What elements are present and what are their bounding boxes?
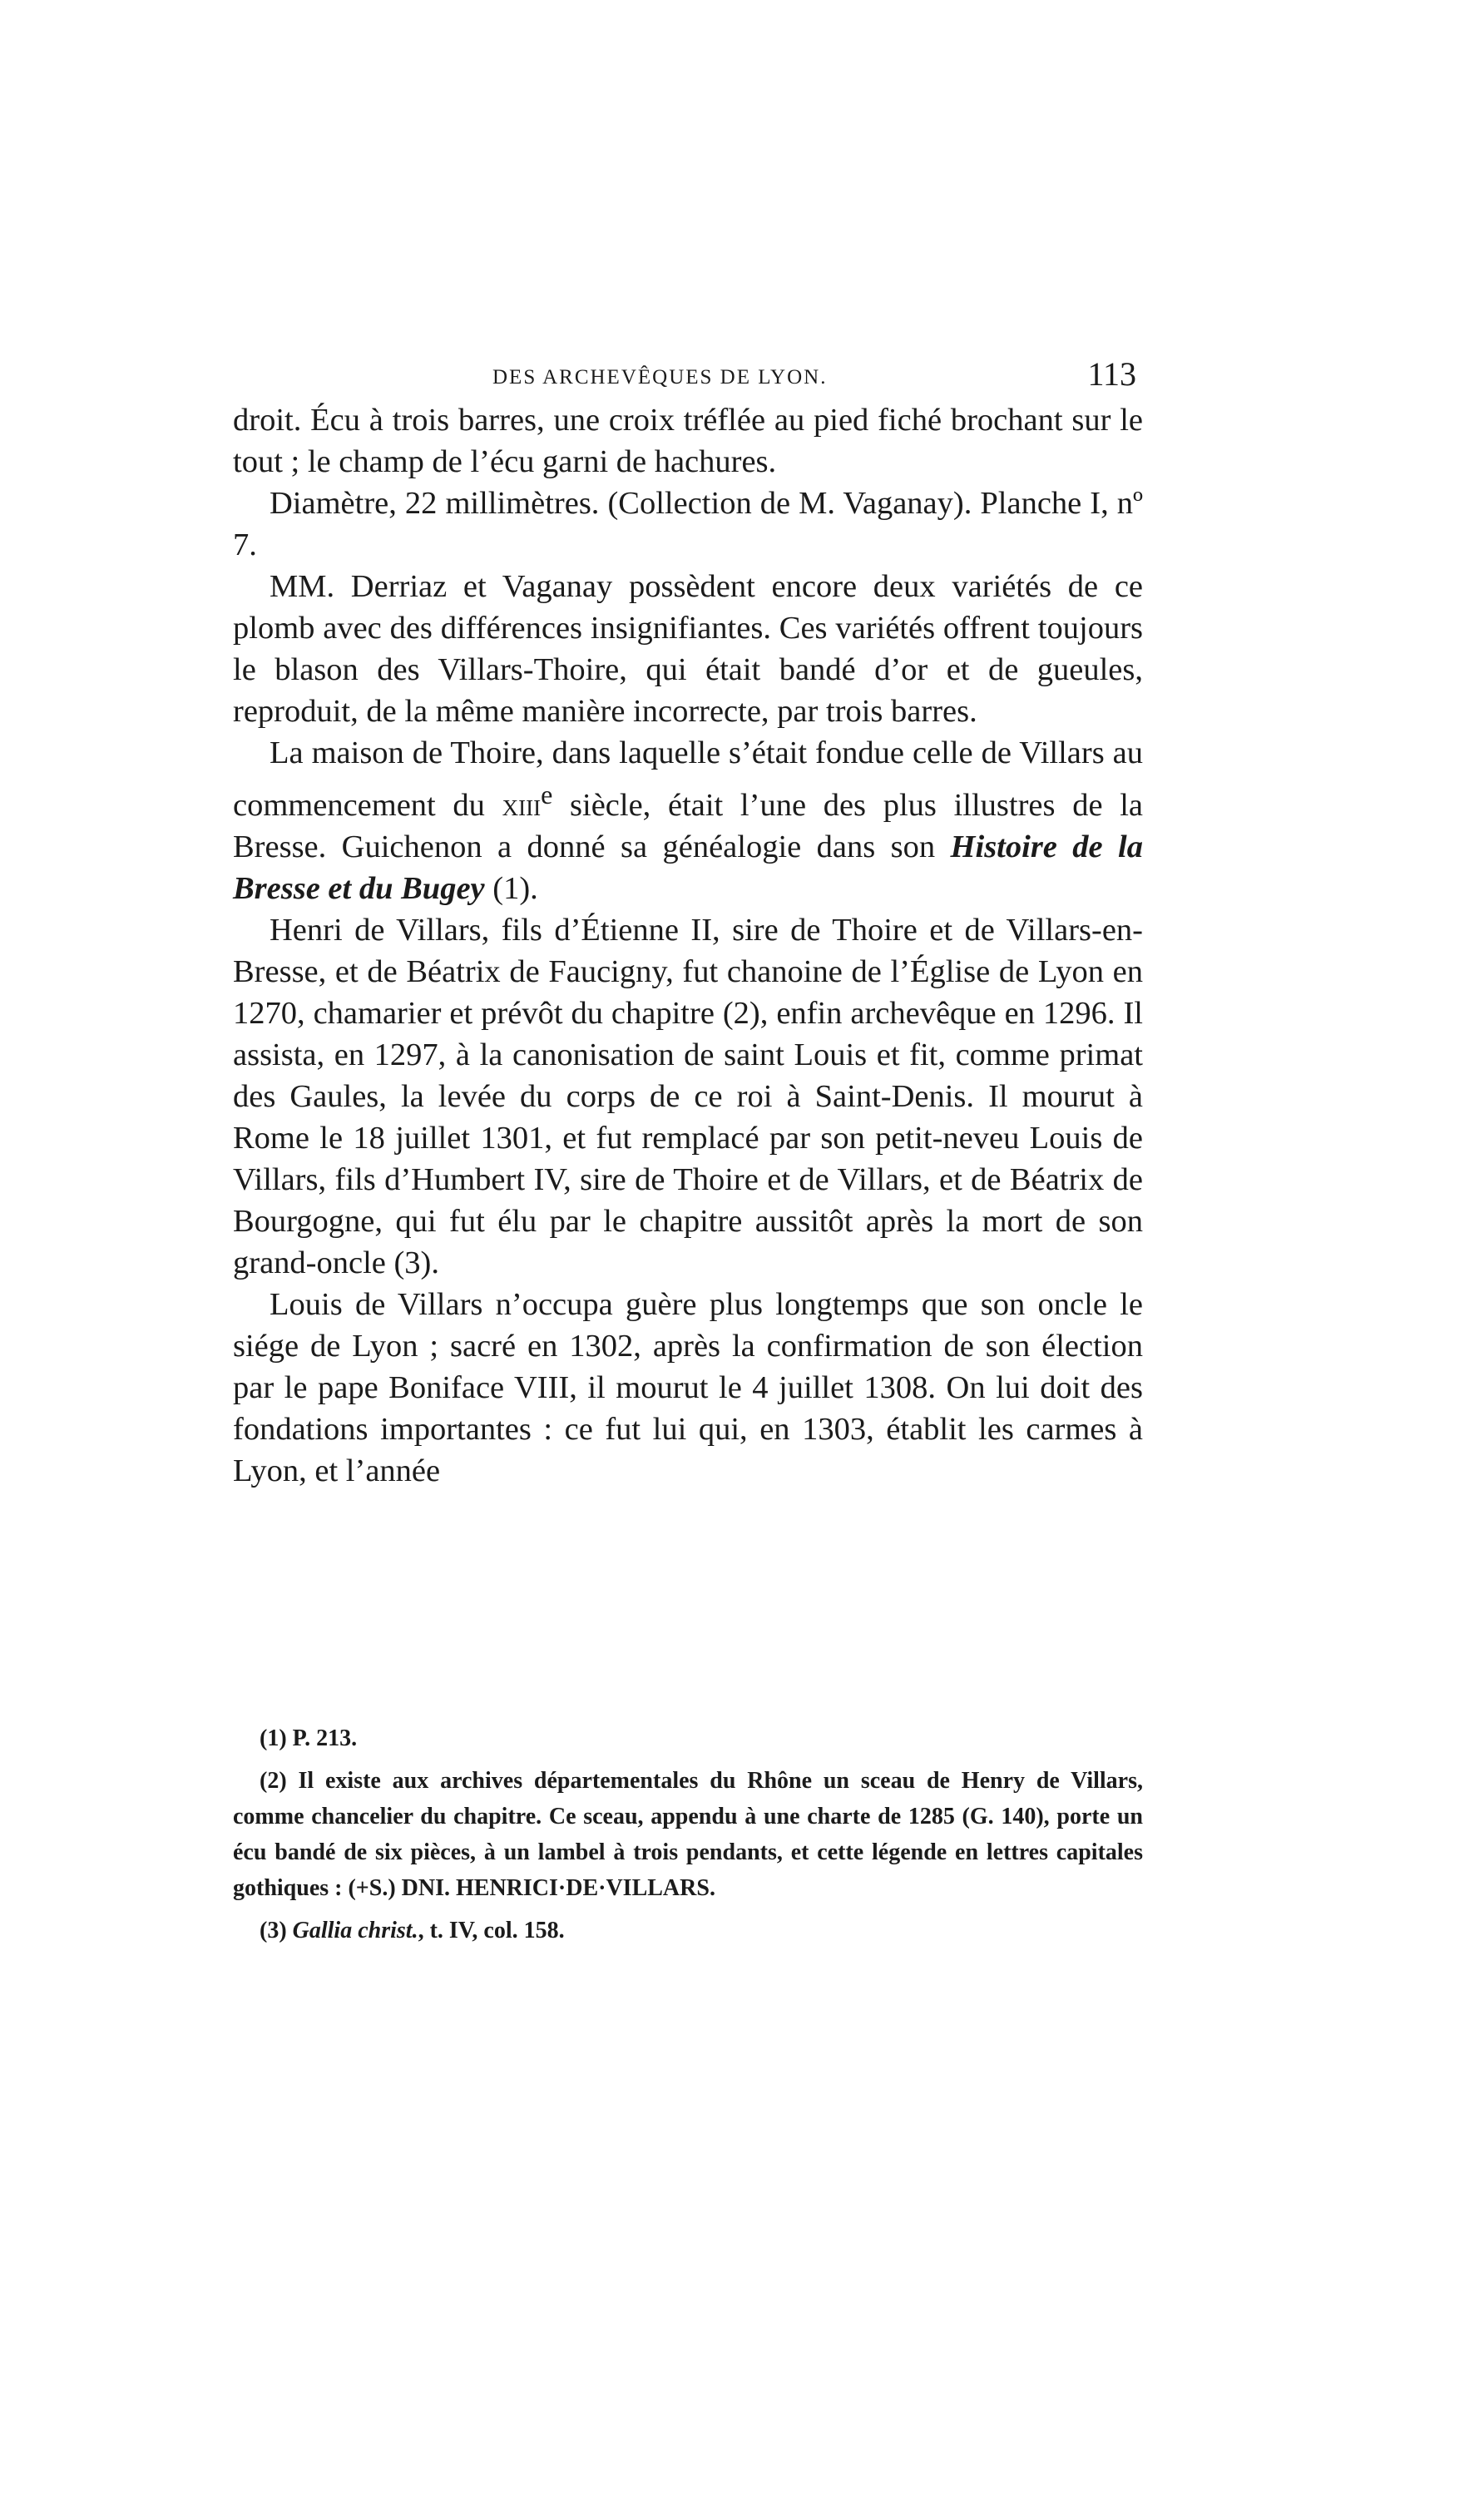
paragraph-4-start: La maison de Thoire, dans laquelle s’était fondue celle de Villars au commencement du [233,735,1143,823]
footnote-3-number: (3) [260,1918,293,1943]
paragraph-4-middle: siècle, était l’une des plus illustres de la Bresse. Guichenon a donné sa généalogie dans son [233,787,1144,864]
footnotes [233,1720,1143,1948]
footnote-1: (1) P. 213. [260,1725,358,1751]
footnote-3-title: Gallia christ. [292,1918,418,1943]
paragraph-4 [233,732,1143,909]
paragraph-6: Louis de Villars n’occupa guère plus longtemps que son oncle le siége de Lyon ; sacré en 1302, après la confirmation de son élection par le pape Boniface VIII, il mourut le 4 juillet 1308. On lui doit des fondations importantes : ce fut lui qui, en 1303, établit les carmes à Lyon, et l’année [233,1286,1143,1488]
page-number: 113 [1087,355,1136,393]
paragraph-2: Diamètre, 22 millimètres. (Collection de M. Vaganay). Planche I, nº 7. [233,486,1143,562]
century-superscript: e [541,780,553,809]
paragraph-5: Henri de Villars, fils d’Étienne II, sire de Thoire et de Villars-en-Bresse, et de Béatrix de Faucigny, fut chanoine de l’Église de Lyon en 1270, chamarier et prévôt du chapitre (2), enfin archevêque en 1296. Il assista, en 1297, à la canonisation de saint Louis et fit, comme primat des Gaules, la levée du corps de ce roi à Saint-Denis. Il mourut à Rome le 18 juillet 1301, et fut remplacé par son petit-neveu Louis de Villars, fils d’Humbert IV, sire de Thoire et de Villars, et de Béatrix de Bourgogne, qui fut élu par le chapitre aussitôt après la mort de son grand-oncle (3). [233,912,1143,1280]
book-title: Histoire de la Bresse et du Bugey [233,829,1143,906]
body-text [233,399,1143,1492]
footnote-3-rest: , t. IV, col. 158. [418,1918,565,1943]
running-title: DES ARCHEVÊQUES DE LYON. [492,366,828,389]
footnote-2: (2) Il existe aux archives départementales du Rhône un sceau de Henry de Villars, comme chancelier du chapitre. Ce sceau, appendu à une charte de 1285 (G. 140), porte un écu bandé de six pièces, à un lambel à trois pendants, et cette légende en lettres capitales gothiques : (+S.) DNI. HENRICI·DE·VILLARS. [233,1768,1143,1901]
century-numeral: xiii [502,787,542,823]
paragraph-4-end: (1). [484,870,538,906]
footnote-spacer [233,1756,1143,1763]
footnote-spacer-2 [233,1906,1143,1913]
running-head [233,354,1143,404]
paragraph-1: droit. Écu à trois barres, une croix tréflée au pied fiché brochant sur le tout ; le champ de l’écu garni de hachures. [233,403,1143,479]
paragraph-3: MM. Derriaz et Vaganay possèdent encore deux variétés de ce plomb avec des différences insignifiantes. Ces variétés offrent toujours le blason des Villars-Thoire, qui était bandé d’or et de gueules, reproduit, de la même manière incorrecte, par trois barres. [233,569,1143,729]
footnote-3 [233,1913,1143,1948]
